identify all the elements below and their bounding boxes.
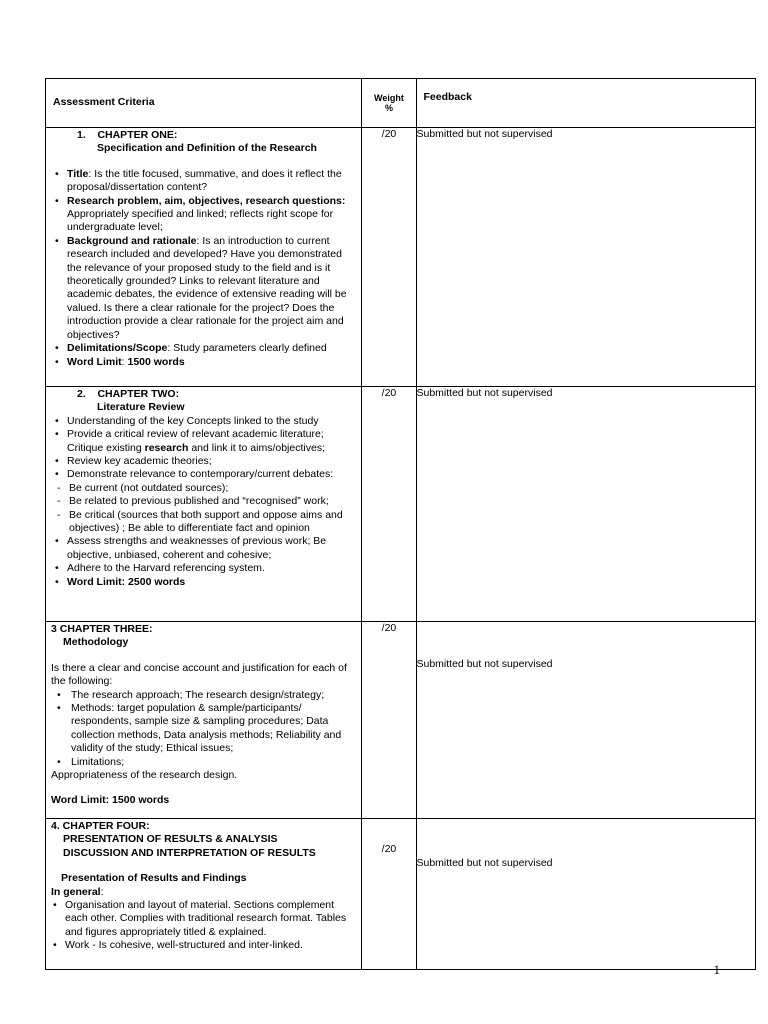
chapter-subtitle: Specification and Definition of the Research xyxy=(97,142,317,155)
criteria-cell xyxy=(46,622,362,819)
sub-list-item: - Be current (not outdated sources); xyxy=(53,482,355,495)
criteria-list xyxy=(51,689,355,769)
header-weight-label: Weight xyxy=(374,93,404,103)
list-item: • Work - Is cohesive, well-structured and inter-linked. xyxy=(51,939,355,952)
chapter-heading xyxy=(53,129,355,142)
list-item: • The research approach; The research design/strategy; xyxy=(51,689,355,702)
list-item: • Word Limit: 1500 words xyxy=(53,356,355,369)
table-row xyxy=(46,622,756,819)
weight-cell: /20 xyxy=(362,128,416,387)
list-item: • Organisation and layout of material. Sections complement each other. Complies with traditional research format. Tables and figures appropriately titled & explained. xyxy=(51,899,355,939)
chapter-subtitle: Literature Review xyxy=(97,401,185,414)
list-item: • Adhere to the Harvard referencing system. xyxy=(53,562,355,575)
header-criteria: Assessment Criteria xyxy=(46,79,362,128)
feedback-cell: Submitted but not supervised xyxy=(416,128,756,387)
chapter-title: CHAPTER TWO: xyxy=(97,388,180,400)
header-feedback: Feedback xyxy=(416,79,756,128)
chapter-number: 1. xyxy=(77,129,86,141)
list-item: • Background and rationale: Is an introduction to current research included and developed? Have you demonstrated the relevance of your proposed study to the field and is it theoretically grounded? Links to relevant literature and academic debates, the evidence of extensive reading will be valued. Is there a clear rationale for the project? Does the introduction provide a clear rationale for the project aim and objectives? xyxy=(53,235,355,342)
page-number: 1 xyxy=(713,962,720,977)
list-item: • Methods: target population & sample/participants/ respondents, sample size & sampling procedures; Data collection methods, Data analysis methods; Reliability and validity of the study; Ethical issues; xyxy=(51,702,355,756)
criteria-cell xyxy=(46,128,362,387)
sub-list xyxy=(53,482,355,536)
feedback-cell: Submitted but not supervised xyxy=(416,819,756,970)
section-heading: Presentation of Results and Findings xyxy=(61,872,247,885)
weight-cell: /20 xyxy=(362,387,416,622)
list-item: • Research problem, aim, objectives, research questions: Appropriately specified and linked; reflects right scope for undergraduate level; xyxy=(53,195,355,235)
list-item: • Review key academic theories; xyxy=(53,455,355,468)
list-item: • Understanding of the key Concepts linked to the study xyxy=(53,415,355,428)
chapter-title: 4. CHAPTER FOUR: xyxy=(51,820,150,832)
table-row xyxy=(46,128,756,387)
outro-text: Appropriateness of the research design. xyxy=(51,769,238,782)
table-row xyxy=(46,819,756,970)
word-limit: Word Limit: 1500 words xyxy=(51,794,170,807)
intro-text: Is there a clear and concise account and justification for each of the following: xyxy=(51,661,347,688)
list-item: • Limitations; xyxy=(51,756,355,769)
feedback-cell: Submitted but not supervised xyxy=(416,387,756,622)
sub-list-item: - Be related to previous published and “recognised” work; xyxy=(53,495,355,508)
chapter-title: 3 CHAPTER THREE: xyxy=(51,623,153,635)
list-item: • Title: Is the title focused, summative, and does it reflect the proposal/dissertation content? xyxy=(53,168,355,195)
sub-list-item: - Be critical (sources that both support and oppose aims and objectives) ; Be able to differentiate fact and opinion xyxy=(53,509,355,536)
assessment-table xyxy=(45,78,756,970)
chapter-subtitle: PRESENTATION OF RESULTS & ANALYSIS xyxy=(63,833,278,846)
list-item: • Provide a critical review of relevant academic literature; Critique existing research and link it to aims/objectives; xyxy=(53,428,355,455)
chapter-heading xyxy=(53,388,355,401)
header-weight-unit: % xyxy=(384,103,393,113)
list-item: • Delimitations/Scope: Study parameters clearly defined xyxy=(53,342,355,355)
feedback-cell: Submitted but not supervised xyxy=(416,622,756,819)
chapter-number: 2. xyxy=(77,388,86,400)
list-item: • Demonstrate relevance to contemporary/current debates: - Be current (not outdated sources); - Be related to previous published and “recognised” work; - Be critical (sources that both support and oppose aims and objectives) ; Be able to differentiate fact and opinion xyxy=(53,468,355,535)
weight-cell: /20 xyxy=(362,819,416,970)
header-weight xyxy=(362,79,416,128)
criteria-cell xyxy=(46,387,362,622)
weight-cell: /20 xyxy=(362,622,416,819)
criteria-cell xyxy=(46,819,362,970)
list-item: • Word Limit: 2500 words xyxy=(53,576,355,589)
general-label: In general: xyxy=(51,885,104,898)
table-header-row xyxy=(46,79,756,128)
chapter-subtitle: Methodology xyxy=(63,636,129,649)
table-row xyxy=(46,387,756,622)
chapter-title: CHAPTER ONE: xyxy=(97,129,178,141)
list-item: • Assess strengths and weaknesses of previous work; Be objective, unbiased, coherent and cohesive; xyxy=(53,535,355,562)
criteria-list xyxy=(51,899,355,953)
criteria-list xyxy=(53,415,355,589)
chapter-subtitle: DISCUSSION AND INTERPRETATION OF RESULTS xyxy=(63,846,316,859)
criteria-list xyxy=(53,168,355,369)
